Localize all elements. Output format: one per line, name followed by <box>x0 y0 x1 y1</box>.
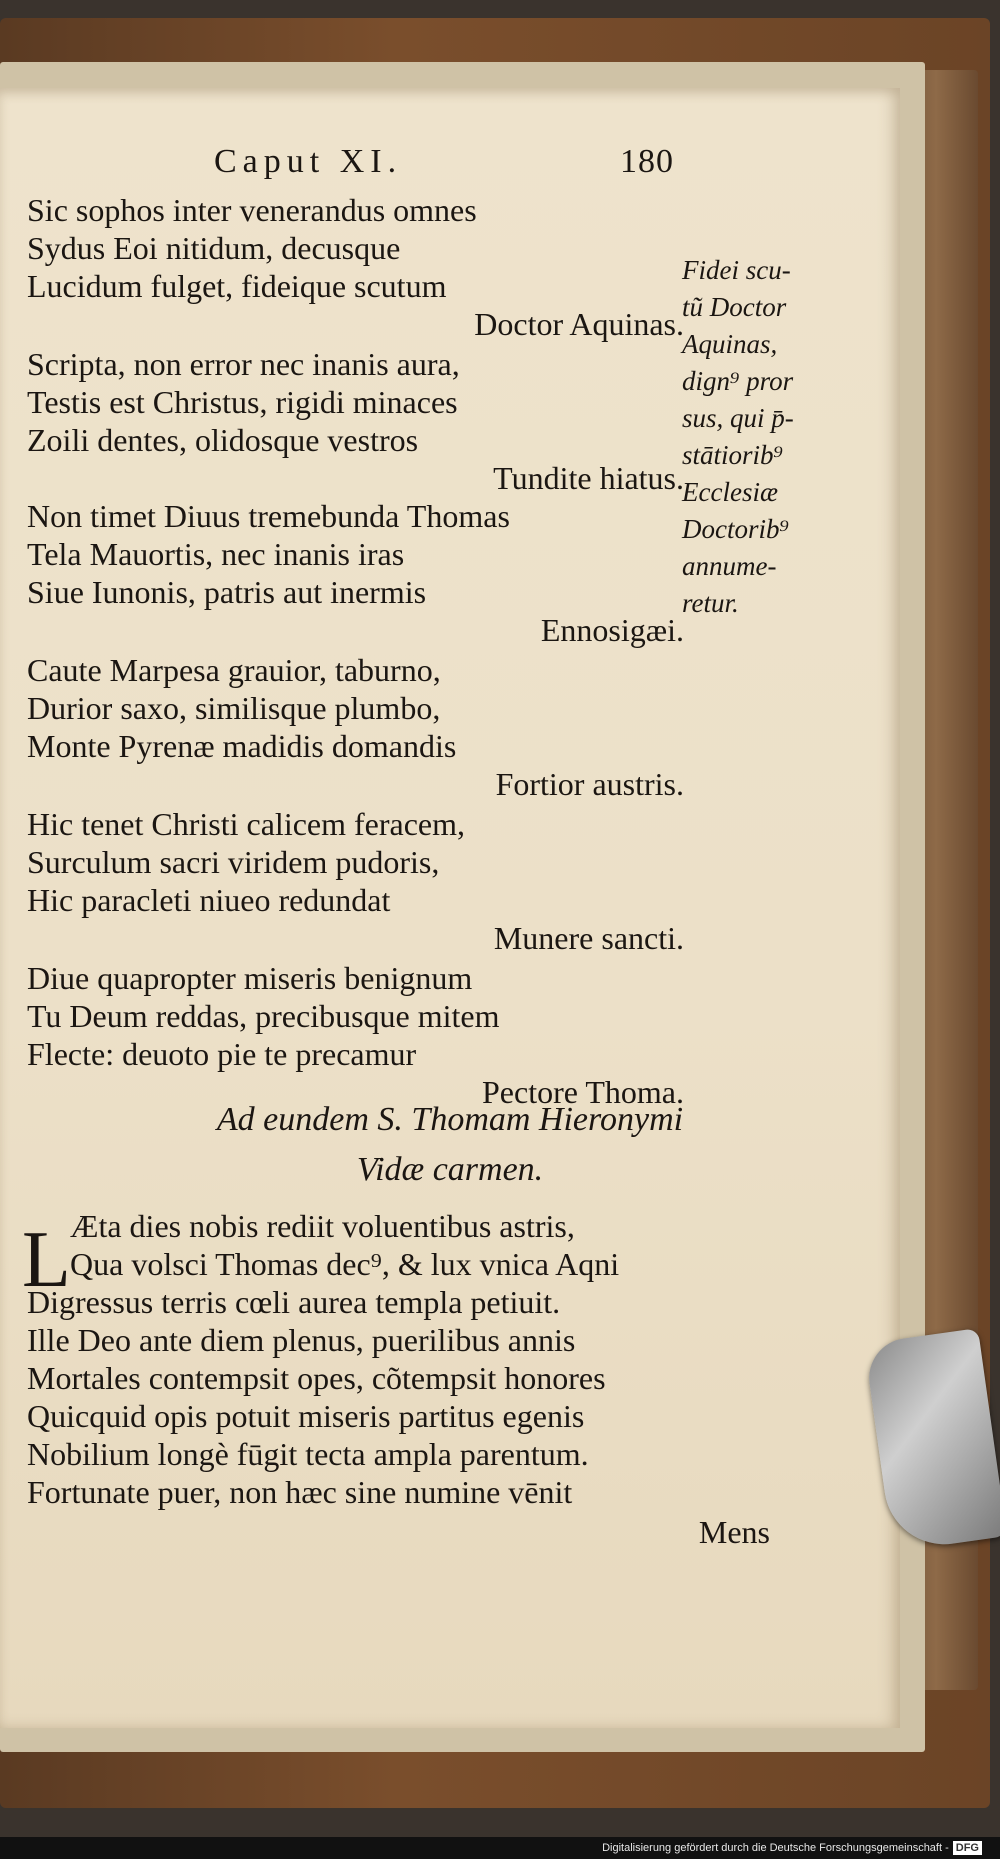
verse-line: Flecte: deuoto pie te precamur <box>27 1036 417 1072</box>
marginal-line: Fidei scu- <box>682 255 791 285</box>
verse-line: Monte Pyrenæ madidis domandis <box>27 728 457 764</box>
marginal-line: Doctorib⁹ <box>682 514 789 544</box>
verse-line: Testis est Christus, rigidi minaces <box>27 384 458 420</box>
marginal-line: sus, qui p̄- <box>682 403 794 433</box>
chapter-title: Caput XI. <box>214 143 403 180</box>
marginal-note <box>682 252 832 622</box>
verse-line: Scripta, non error nec inanis aura, <box>27 346 460 382</box>
poem-line: Æta dies nobis rediit voluentibus astris, <box>70 1208 575 1244</box>
poem-line: Digressus terris cœli aurea templa petiuit. <box>27 1284 561 1320</box>
verse-line: Tela Mauortis, nec inanis iras <box>27 536 405 572</box>
poem-line: Ille Deo ante diem plenus, puerilibus annis <box>27 1322 576 1358</box>
dfg-logo: DFG <box>953 1841 982 1855</box>
poem-line: Nobilium longè fūgit tecta ampla parentum. <box>27 1436 589 1472</box>
catchword: Mens <box>698 1514 770 1550</box>
poem-line: Mortales contempsit opes, cõtempsit honores <box>27 1360 606 1396</box>
marginal-line: tũ Doctor <box>682 292 787 322</box>
marginal-line: stātiorib⁹ <box>682 440 783 470</box>
verse-line: Tu Deum reddas, precibusque mitem <box>27 998 500 1034</box>
verse-line: Hic paracleti niueo redundat <box>27 882 391 918</box>
verse-line: Zoili dentes, olidosque vestros <box>27 422 419 458</box>
folio-number: 180 <box>620 143 674 180</box>
verse-line: Hic tenet Christi calicem feracem, <box>27 806 466 842</box>
verse-line: Caute Marpesa grauior, taburno, <box>27 652 441 688</box>
footer-credit <box>0 1837 1000 1859</box>
poem-line: Quicquid opis potuit miseris partitus egenis <box>27 1398 585 1434</box>
verse-line: Ennosigæi. <box>540 612 684 648</box>
running-header <box>214 143 674 183</box>
verse-line: Surculum sacri viridem pudoris, <box>27 844 440 880</box>
verse-line: Non timet Diuus tremebunda Thomas <box>27 498 510 534</box>
poem-title-line: Ad eundem S. Thomam Hieronymi <box>216 1101 684 1138</box>
marginal-line: Aquinas, <box>682 329 778 359</box>
verse-line: Lucidum fulget, fideique scutum <box>27 268 447 304</box>
marginal-line: annume- <box>682 551 777 581</box>
verse-line: Diue quapropter miseris benignum <box>27 960 473 996</box>
drop-capital: L <box>22 1216 71 1304</box>
marginal-line: Ecclesiæ <box>682 477 778 507</box>
verse-line: Durior saxo, similisque plumbo, <box>27 690 441 726</box>
poem-line: Qua volsci Thomas dec⁹, & lux vnica Aqni <box>70 1246 620 1282</box>
verse-line: Doctor Aquinas. <box>474 306 684 342</box>
verse-line: Pectore Thoma. <box>481 1074 684 1110</box>
footer-text: Digitalisierung gefördert durch die Deutsche Forschungsgemeinschaft - <box>602 1842 949 1854</box>
verse-line: Fortior austris. <box>495 766 684 802</box>
poem-line: Fortunate puer, non hæc sine numine vēnit <box>27 1474 573 1510</box>
verse-line: Munere sancti. <box>493 920 684 956</box>
poem-title-line: Vidæ carmen. <box>356 1151 544 1188</box>
verse-line: Siue Iunonis, patris aut inermis <box>27 574 427 610</box>
verse-line: Tundite hiatus. <box>493 460 684 496</box>
marginal-line: retur. <box>682 588 739 618</box>
verse-line: Sic sophos inter venerandus omnes <box>27 192 477 228</box>
verse-line: Sydus Eoi nitidum, decusque <box>27 230 401 266</box>
marginal-line: dign⁹ pror <box>682 366 794 396</box>
